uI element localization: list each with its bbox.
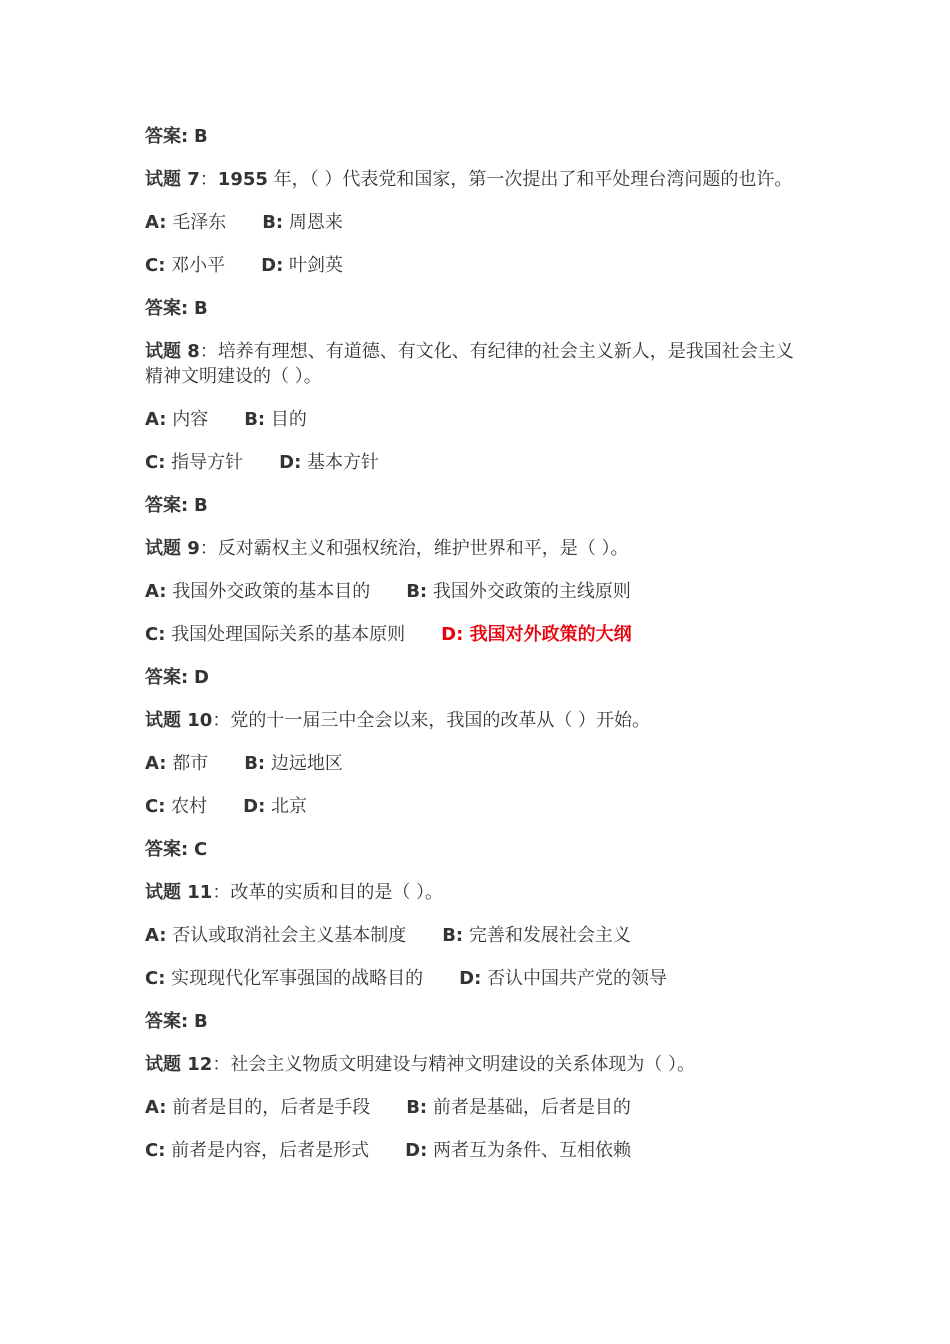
option-text: 毛泽东 <box>166 212 227 233</box>
question-10 <box>145 708 805 733</box>
answer-line <box>145 1009 805 1034</box>
document-page <box>145 124 805 1181</box>
options-row <box>145 923 805 948</box>
question-prefix: ： <box>199 169 218 190</box>
option-text: 前者是基础，后者是目的 <box>427 1097 631 1118</box>
options-row <box>145 1095 805 1120</box>
option-text: 基本方针 <box>301 452 380 473</box>
answer-value: D <box>193 667 209 688</box>
option-label: D: <box>279 452 302 473</box>
option-label: C: <box>145 452 166 473</box>
option-label: C: <box>145 624 166 645</box>
question-number: 试题 10 <box>145 710 213 731</box>
option-text-highlighted: 我国对外政策的大纲 <box>463 624 632 645</box>
answer-value: B <box>193 1011 208 1032</box>
options-row <box>145 450 805 475</box>
answer-label: 答案: <box>145 667 189 688</box>
option-label: B: <box>406 1097 428 1118</box>
answer-value: B <box>193 495 208 516</box>
answer-value: B <box>193 298 208 319</box>
option-label: B: <box>406 581 428 602</box>
option-text: 边远地区 <box>265 753 343 774</box>
answer-value: C <box>193 839 208 860</box>
option-label: C: <box>145 1140 166 1161</box>
option-text: 前者是内容，后者是形式 <box>165 1140 370 1161</box>
question-number: 试题 7 <box>145 169 200 190</box>
option-text: 北京 <box>265 796 308 817</box>
option-label: A: <box>145 409 167 430</box>
question-number: 试题 8 <box>145 341 200 362</box>
option-label: A: <box>145 925 167 946</box>
option-label: C: <box>145 968 166 989</box>
answer-line <box>145 665 805 690</box>
option-text: 目的 <box>265 409 307 430</box>
options-row <box>145 407 805 432</box>
question-12 <box>145 1052 805 1077</box>
options-row <box>145 966 805 991</box>
option-text: 都市 <box>166 753 209 774</box>
option-label-highlighted: D: <box>441 624 464 645</box>
options-row <box>145 1138 805 1163</box>
option-text: 我国外交政策的主线原则 <box>427 581 631 602</box>
option-label: B: <box>262 212 284 233</box>
answer-line <box>145 296 805 321</box>
option-text: 周恩来 <box>283 212 343 233</box>
answer-label: 答案: <box>145 495 189 516</box>
options-row <box>145 579 805 604</box>
answer-label: 答案: <box>145 126 189 147</box>
question-7 <box>145 167 805 192</box>
answer-line <box>145 837 805 862</box>
question-text: ：社会主义物质文明建设与精神文明建设的关系体现为（ ）。 <box>212 1054 696 1075</box>
options-row <box>145 622 805 647</box>
option-text: 实现现代化军事强国的战略目的 <box>165 968 424 989</box>
option-text: 邓小平 <box>165 255 226 276</box>
option-label: A: <box>145 212 167 233</box>
options-row <box>145 210 805 235</box>
answer-label: 答案: <box>145 1011 189 1032</box>
option-label: A: <box>145 1097 167 1118</box>
option-label: D: <box>243 796 266 817</box>
option-label: C: <box>145 796 166 817</box>
question-year: 1955 <box>217 169 268 190</box>
question-text: ：改革的实质和目的是（ ）。 <box>212 882 444 903</box>
option-label: C: <box>145 255 166 276</box>
answer-line <box>145 124 805 149</box>
answer-line <box>145 493 805 518</box>
answer-label: 答案: <box>145 839 189 860</box>
question-11 <box>145 880 805 905</box>
question-number: 试题 9 <box>145 538 200 559</box>
question-text: ：反对霸权主义和强权统治，维护世界和平，是（ ）。 <box>199 538 629 559</box>
option-label: D: <box>459 968 482 989</box>
option-text: 前者是目的，后者是手段 <box>166 1097 371 1118</box>
option-text: 叶剑英 <box>283 255 344 276</box>
question-text: ：党的十一届三中全会以来，我国的改革从（ ）开始。 <box>212 710 651 731</box>
question-number: 试题 12 <box>145 1054 213 1075</box>
options-row <box>145 253 805 278</box>
option-label: A: <box>145 581 167 602</box>
option-label: D: <box>405 1140 428 1161</box>
question-8 <box>145 339 805 389</box>
option-label: A: <box>145 753 167 774</box>
option-text: 内容 <box>166 409 209 430</box>
option-text: 指导方针 <box>165 452 244 473</box>
question-text: ：培养有理想、有道德、有文化、有纪律的社会主义新人，是我国社会主义精神文明建设的（ ）。 <box>145 341 794 387</box>
option-label: B: <box>442 925 464 946</box>
option-label: D: <box>261 255 284 276</box>
option-text: 两者互为条件、互相依赖 <box>427 1140 632 1161</box>
option-text: 农村 <box>165 796 208 817</box>
answer-label: 答案: <box>145 298 189 319</box>
option-label: B: <box>244 753 266 774</box>
option-label: B: <box>244 409 266 430</box>
option-text: 我国处理国际关系的基本原则 <box>165 624 406 645</box>
question-text: 年，（ ）代表党和国家，第一次提出了和平处理台湾问题的也许。 <box>267 169 793 190</box>
option-text: 完善和发展社会主义 <box>463 925 631 946</box>
option-text: 否认或取消社会主义基本制度 <box>166 925 407 946</box>
options-row <box>145 794 805 819</box>
answer-value: B <box>193 126 208 147</box>
question-9 <box>145 536 805 561</box>
question-number: 试题 11 <box>145 882 213 903</box>
option-text: 否认中国共产党的领导 <box>481 968 668 989</box>
options-row <box>145 751 805 776</box>
option-text: 我国外交政策的基本目的 <box>166 581 371 602</box>
